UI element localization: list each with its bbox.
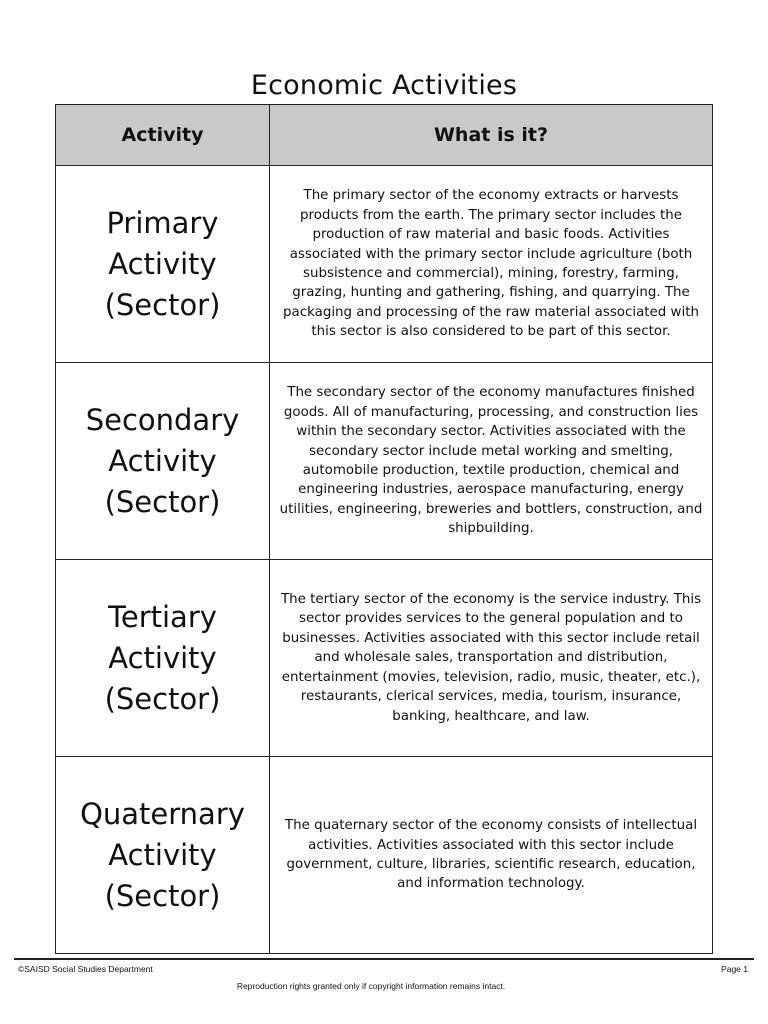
activity-description-cell	[270, 166, 713, 363]
table-row	[56, 757, 713, 954]
activity-name	[56, 400, 269, 523]
activity-name-cell	[56, 757, 270, 954]
activity-name-cell	[56, 166, 270, 363]
activity-name	[56, 203, 269, 326]
activity-name-cell	[56, 560, 270, 757]
page-title: Economic Activities	[250, 70, 518, 102]
activity-name-line: (Sector)	[104, 484, 221, 519]
activity-name	[56, 597, 269, 720]
activity-description-cell	[270, 757, 713, 954]
activity-name-line: Quaternary	[80, 796, 245, 831]
activity-description: The tertiary sector of the economy is the service industry. This sector provides services to the general population and to businesses. Activities associated with this sector include retail and wholesale sales, transportation and distribution, entertainment (movies, television, radio, music, theater, etc.), restaurants, clerical services, media, tourism, insurance, banking, healthcare, and law.	[280, 592, 702, 724]
activity-name-line: Secondary	[85, 402, 240, 437]
activity-name-line: (Sector)	[104, 287, 221, 322]
table-row	[56, 166, 713, 363]
activity-name	[56, 794, 269, 917]
activity-name-line: (Sector)	[104, 878, 221, 913]
activity-name-line: Primary	[106, 205, 219, 240]
activity-description: The primary sector of the economy extracts or harvests products from the earth. The primary sector includes the production of raw material and basic foods. Activities associated with the primary sector include agriculture (both subsistence and commercial), mining, forestry, farming, grazing, hunting and gathering, fishing, and quarrying. The packaging and processing of the raw material associated with this sector is also considered to be part of this sector.	[283, 188, 699, 340]
footer-reproduction-notice: Reproduction rights granted only if copyright information remains intact.	[236, 981, 506, 991]
activity-name-line: (Sector)	[104, 681, 221, 716]
activity-name-line: Activity	[108, 640, 217, 675]
footer-divider	[14, 958, 754, 960]
table-header-row	[56, 105, 713, 166]
activity-name-line: Activity	[108, 837, 217, 872]
activity-name-cell	[56, 363, 270, 560]
activity-description-cell	[270, 560, 713, 757]
activity-name-line: Activity	[108, 443, 217, 478]
activity-description-cell	[270, 363, 713, 560]
activity-name-line: Activity	[108, 246, 217, 281]
table-row	[56, 363, 713, 560]
header-what-is-it: What is it?	[270, 105, 713, 166]
economic-activities-table	[55, 104, 713, 954]
activity-description: The quaternary sector of the economy consists of intellectual activities. Activities associated with this sector include government, culture, libraries, scientific research, education, and information technology.	[284, 818, 698, 892]
footer-copyright: ©SAISD Social Studies Department	[18, 964, 153, 974]
activity-description: The secondary sector of the economy manufactures finished goods. All of manufacturing, processing, and construction lies within the secondary sector. Activities associated with the secondary sector include metal working and smelting, automobile production, textile production, chemical and engineering industries, aerospace manufacturing, energy utilities, engineering, breweries and bottlers, construction, and shipbuilding.	[279, 385, 703, 537]
header-activity: Activity	[56, 105, 270, 166]
table-row	[56, 560, 713, 757]
footer-page-number: Page 1	[721, 964, 748, 974]
activity-name-line: Tertiary	[108, 599, 217, 634]
